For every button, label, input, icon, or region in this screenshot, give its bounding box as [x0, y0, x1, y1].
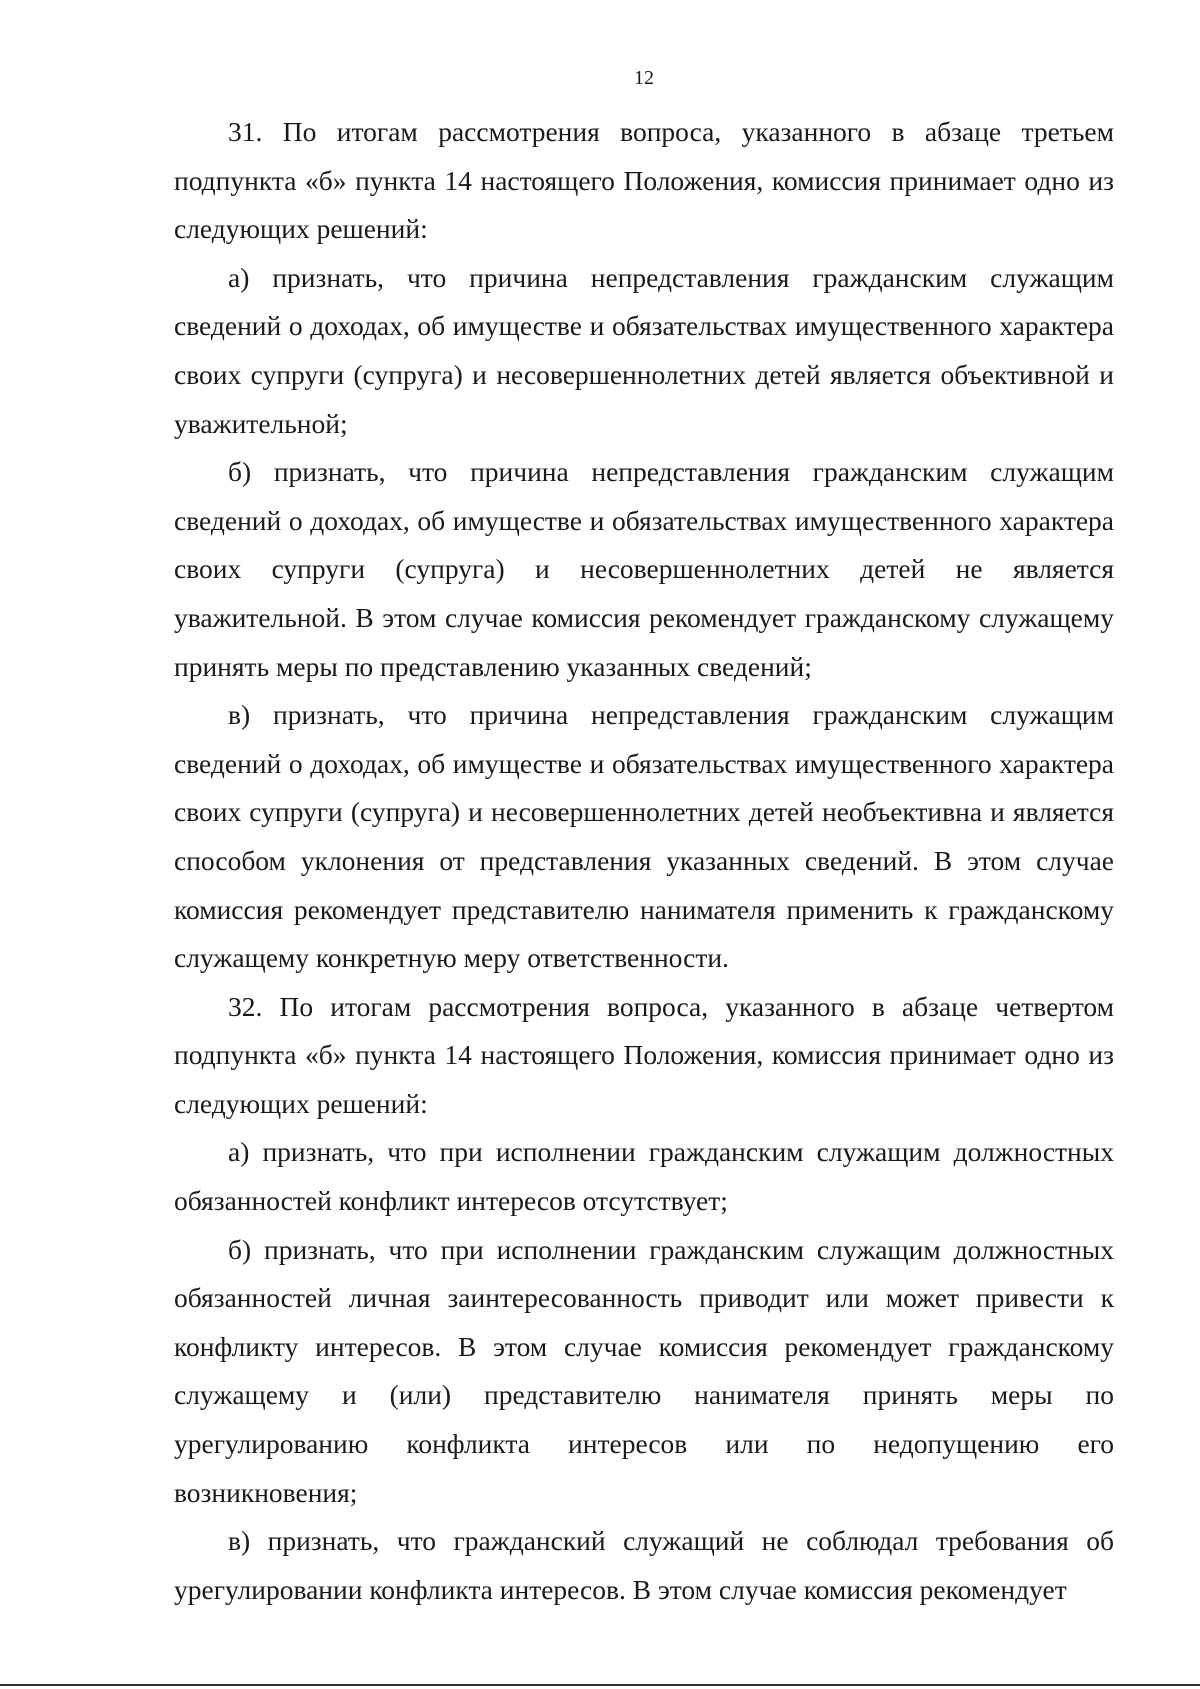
- bottom-edge-line: [0, 1684, 1200, 1686]
- paragraph-31-v: в) признать, что причина непредставления гражданским служащим сведений о доходах, об имуществе и обязательствах имущественного характера своих супруги (супруга) и несовершеннолетних детей необъективна и является способом уклонения от представления указанных сведений. В этом случае комиссия рекомендует представителю нанимателя применить к гражданскому служащему конкретную меру ответственности.: [174, 699, 1114, 974]
- paragraph-32-b: б) признать, что при исполнении гражданским служащим должностных обязанностей личная заинтересованность приводит или может привести к конфликту интересов. В этом случае комиссия рекомендует гражданскому служащему и (или) представителю нанимателя принять меры по урегулированию конфликта интересов или по недопущению его возникновения;: [174, 1233, 1114, 1508]
- paragraph-32: 32. По итогам рассмотрения вопроса, указанного в абзаце четвертом подпункта «б» пункта 14 настоящего Положения, комиссия принимает одно из следующих решений:: [174, 990, 1114, 1119]
- page-number: 12: [634, 67, 654, 89]
- paragraph-31: 31. По итогам рассмотрения вопроса, указанного в абзаце третьем подпункта «б» пункта 14 настоящего Положения, комиссия принимает одно из следующих решений:: [174, 116, 1114, 245]
- paragraph-31-a: а) признать, что причина непредставления гражданским служащим сведений о доходах, об имуществе и обязательствах имущественного характера своих супруги (супруга) и несовершеннолетних детей является объективной и уважительной;: [174, 261, 1114, 439]
- paragraph-32-a: а) признать, что при исполнении гражданским служащим должностных обязанностей конфликт интересов отсутствует;: [174, 1136, 1114, 1217]
- paragraph-32-v: в) признать, что гражданский служащий не соблюдал требования об урегулировании конфликта интересов. В этом случае комиссия рекомендует: [174, 1525, 1114, 1605]
- paragraph-31-b: б) признать, что причина непредставления гражданским служащим сведений о доходах, об имуществе и обязательствах имущественного характера своих супруги (супруга) и несовершеннолетних детей не является уважительной. В этом случае комиссия рекомендует гражданскому служащему принять меры по представлению указанных сведений;: [174, 456, 1114, 682]
- document-body: [174, 108, 1114, 1614]
